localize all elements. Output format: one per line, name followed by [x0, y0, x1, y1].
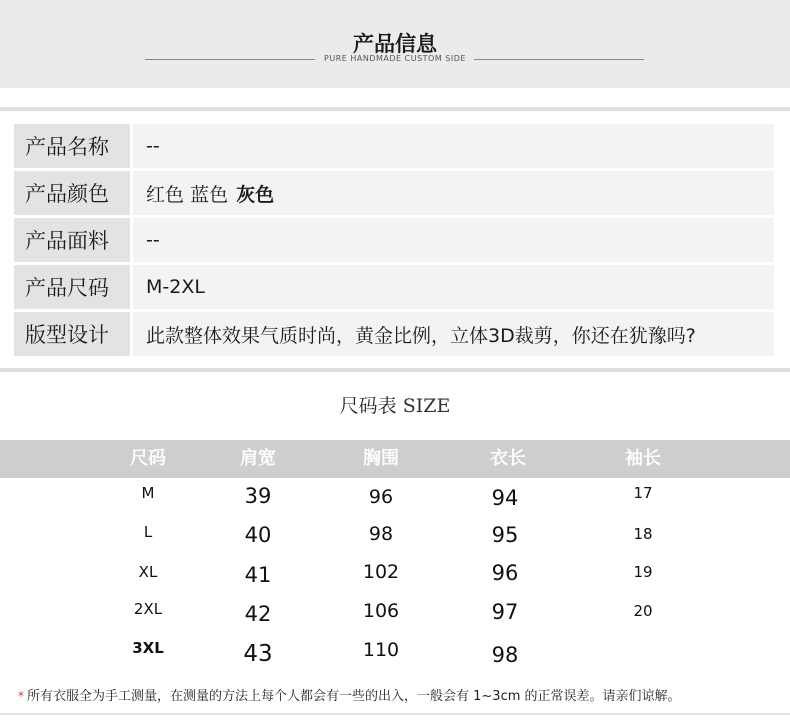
header-line-right: [474, 59, 644, 60]
cell-length-4: 98: [491, 643, 519, 667]
info-row-color: [14, 171, 774, 215]
cell-shoulder-0: 39: [244, 484, 272, 508]
info-value-size: M-2XL: [133, 265, 774, 309]
size-table-title: [0, 391, 790, 418]
info-value-name: --: [133, 124, 774, 168]
header-subtitle: PURE HANDMADE CUSTOM SIDE: [324, 54, 466, 63]
color-gray: 灰色: [236, 183, 275, 206]
divider-top: [0, 107, 790, 111]
cell-chest-1: 98: [368, 523, 394, 545]
info-key-fabric: 产品面料: [14, 218, 130, 262]
header-length: 衣长: [490, 448, 526, 469]
cell-shoulder-4: 43: [243, 641, 273, 667]
info-key-name: 产品名称: [14, 124, 130, 168]
cell-size-4: 3XL: [132, 639, 164, 657]
info-value-color: [133, 171, 774, 215]
cell-shoulder-2: 41: [244, 563, 272, 587]
header-sleeve: 袖长: [625, 448, 661, 469]
info-row-fabric: [14, 218, 774, 262]
header-title: 产品信息: [353, 32, 437, 56]
header-size: 尺码: [130, 448, 166, 469]
cell-sleeve-0: 17: [633, 484, 653, 502]
size-title-cn: 尺码表: [339, 395, 397, 417]
cell-length-1: 95: [491, 523, 519, 547]
info-key-design: 版型设计: [14, 312, 130, 356]
divider-middle: [0, 368, 790, 372]
cell-chest-3: 106: [362, 600, 400, 622]
cell-length-3: 97: [491, 600, 519, 624]
info-value-fabric: --: [133, 218, 774, 262]
cell-size-0: M: [141, 484, 155, 502]
measurement-note: [18, 685, 681, 704]
product-info-table: [14, 124, 774, 359]
info-row-name: [14, 124, 774, 168]
note-text: 所有衣服全为手工测量，在测量的方法上每个人都会有一些的出入，一般会有 1~3cm 的正常误差。请亲们谅解。: [27, 689, 681, 704]
header-banner: [0, 0, 790, 88]
info-key-color: 产品颜色: [14, 171, 130, 215]
color-blue: 蓝色: [190, 183, 229, 206]
info-row-design: [14, 312, 774, 356]
cell-size-1: L: [143, 523, 153, 541]
cell-chest-2: 102: [362, 561, 400, 583]
cell-chest-0: 96: [368, 486, 394, 508]
cell-shoulder-3: 42: [244, 602, 272, 626]
cell-size-2: XL: [138, 563, 158, 581]
cell-sleeve-3: 20: [633, 602, 653, 620]
info-value-design: 此款整体效果气质时尚，黄金比例，立体3D裁剪，你还在犹豫吗?: [133, 312, 774, 356]
note-star: *: [18, 689, 24, 703]
cell-length-2: 96: [491, 561, 519, 585]
header-chest: 胸围: [363, 448, 399, 469]
cell-sleeve-2: 19: [633, 563, 653, 581]
divider-bottom: [0, 713, 790, 715]
cell-sleeve-1: 18: [633, 525, 653, 543]
cell-length-0: 94: [491, 486, 519, 510]
size-table-header: [0, 440, 790, 478]
size-title-en: SIZE: [402, 395, 451, 417]
info-key-size: 产品尺码: [14, 265, 130, 309]
info-row-size: [14, 265, 774, 309]
color-red: 红色: [146, 183, 185, 206]
cell-shoulder-1: 40: [244, 523, 272, 547]
cell-size-3: 2XL: [133, 600, 163, 618]
cell-chest-4: 110: [362, 639, 400, 661]
header-shoulder: 肩宽: [240, 448, 276, 469]
